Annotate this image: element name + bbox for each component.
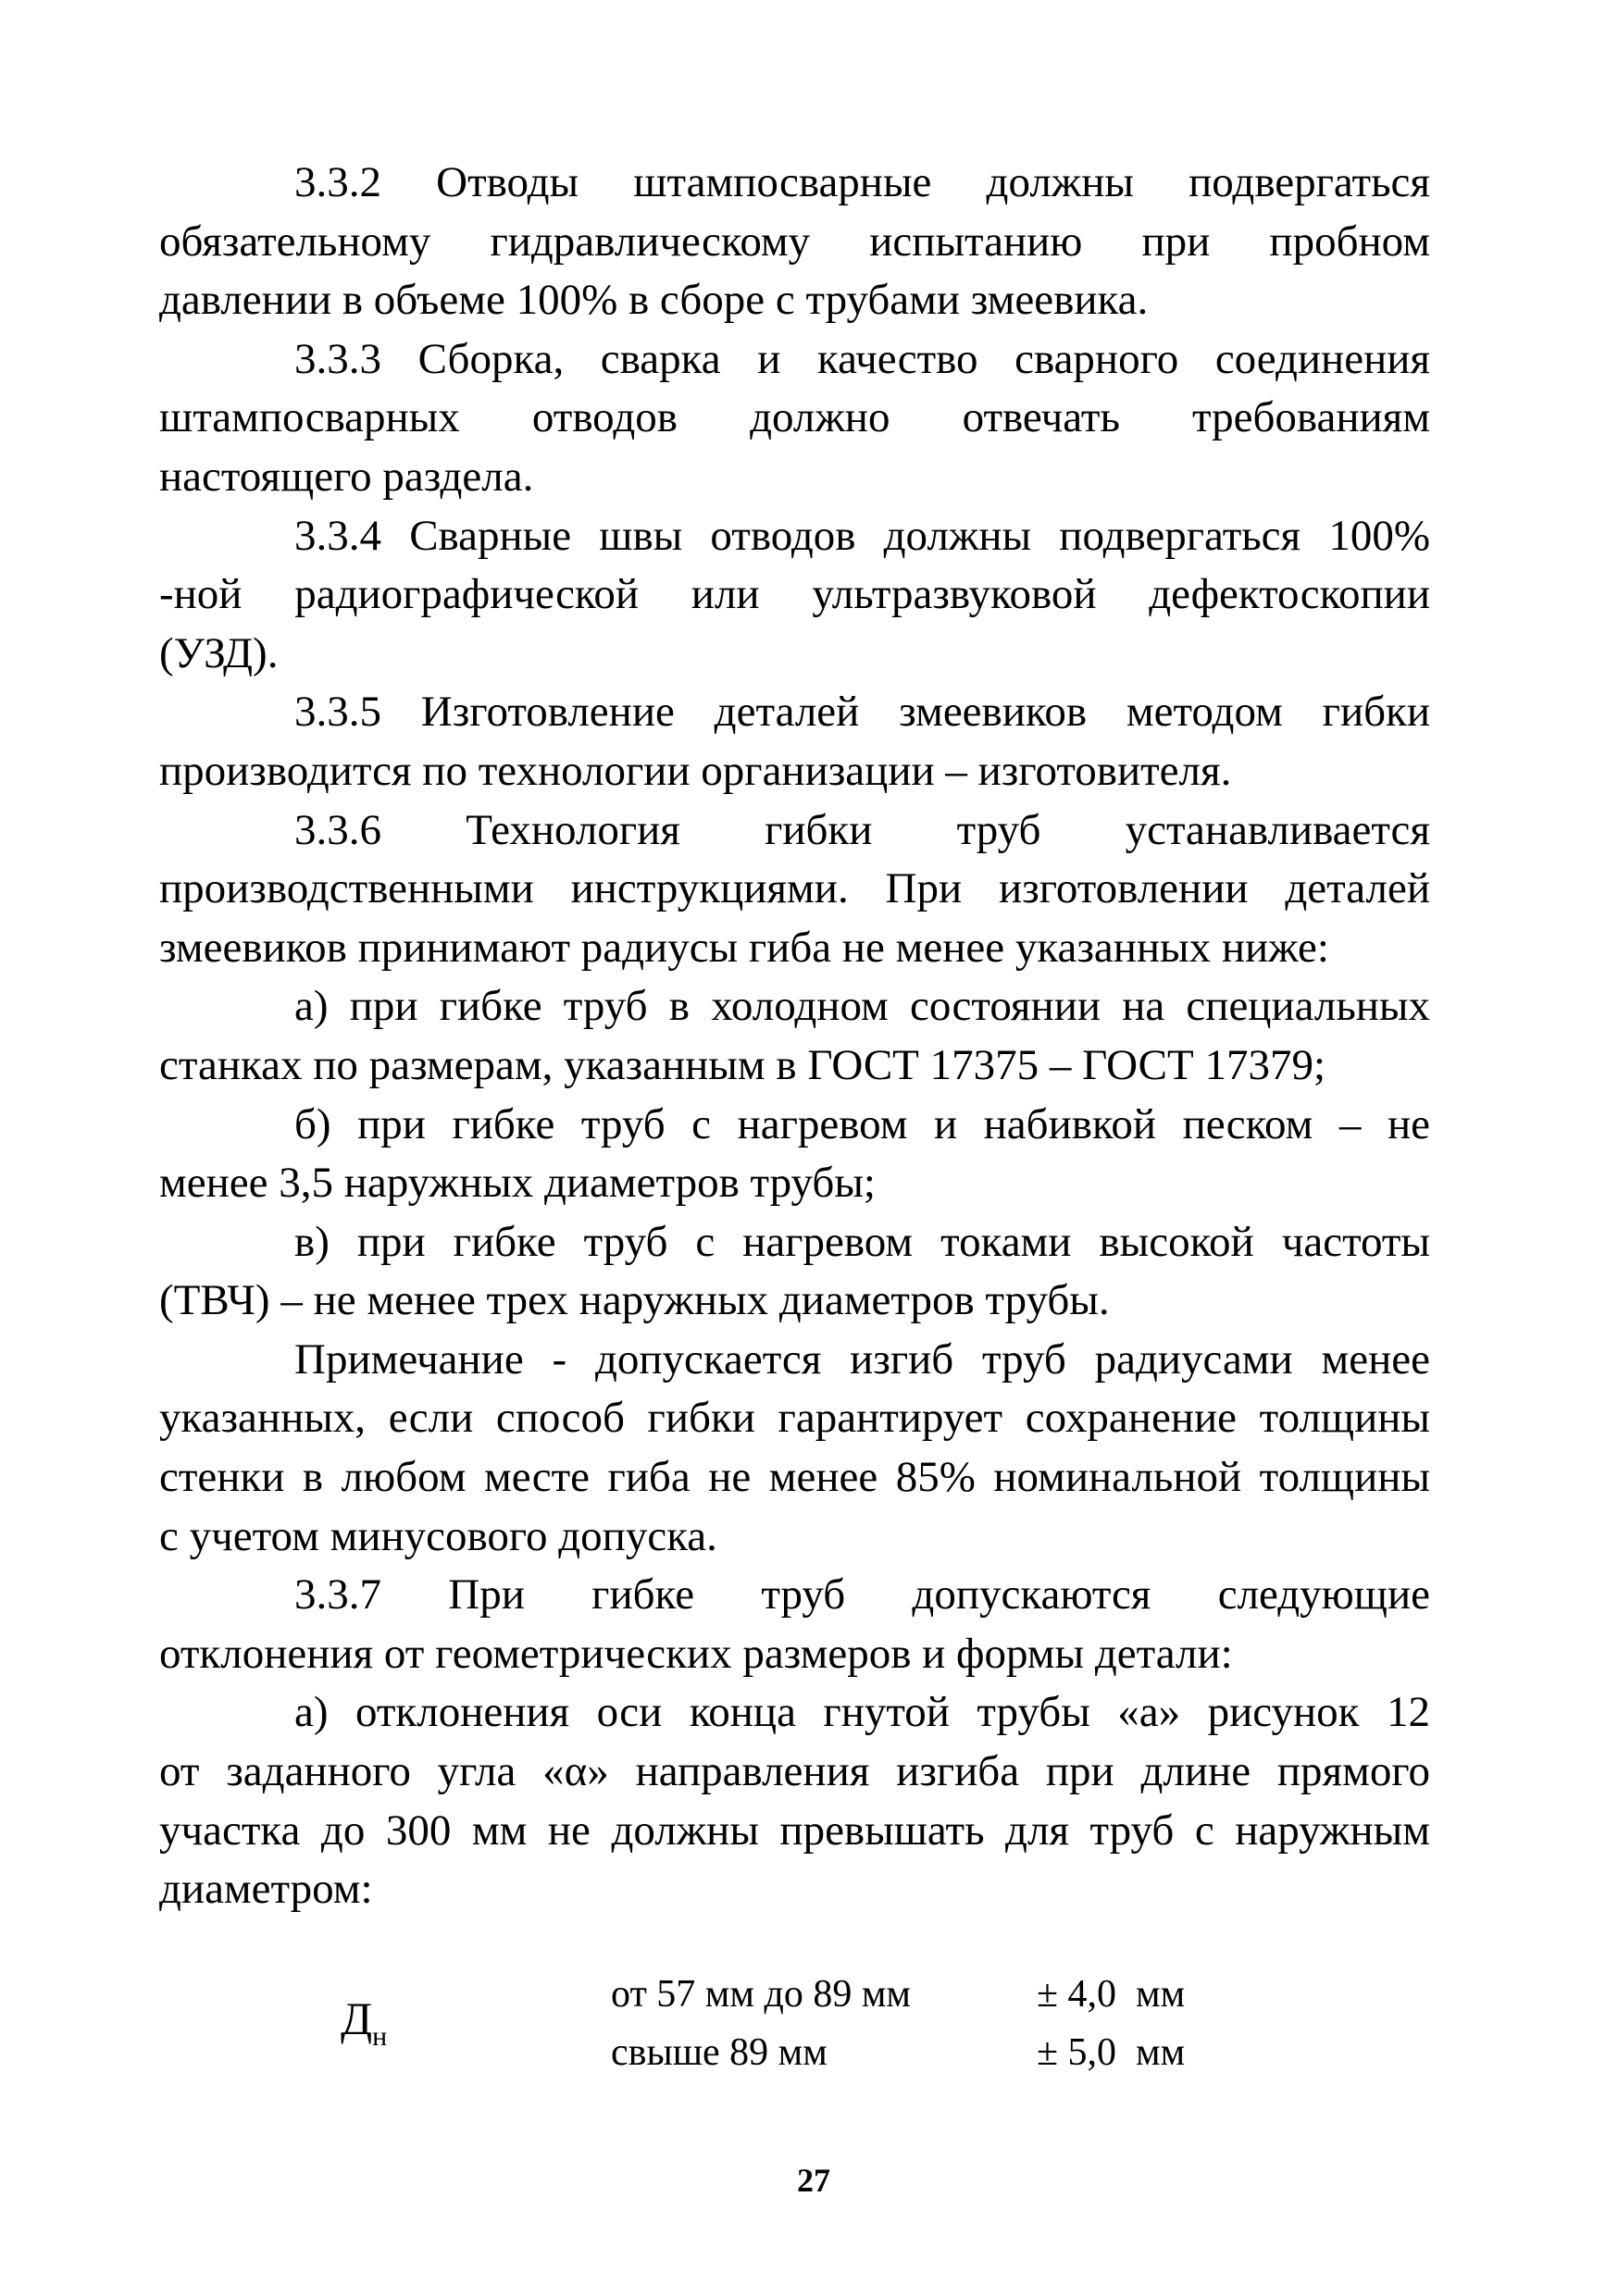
paragraph: [159, 801, 1430, 978]
text-line: а) при гибке труб в холодном состоянии на специальных: [294, 982, 1430, 1031]
text-line: обязательному гидравлическому испытанию при пробном: [159, 217, 1430, 266]
text-line: отклонения от геометрических размеров и формы детали:: [159, 1629, 1233, 1678]
text-line: указанных, если способ гибки гарантирует сохранение толщины: [159, 1394, 1430, 1443]
text-line: производится по технологии организации – изготовителя.: [159, 746, 1232, 795]
text-line: -ной радиографической или ультразвуковой дефектоскопии: [159, 570, 1430, 619]
paragraph: [159, 1566, 1430, 1683]
text-line: в) при гибке труб с нагревом токами высокой частоты: [294, 1217, 1430, 1266]
text-line: 3.3.3 Сборка, сварка и качество сварного соединения: [294, 334, 1430, 383]
table-row-1-tolerance: ± 4,0 мм: [1037, 1973, 1186, 2016]
symbol-subscript: н: [372, 2021, 388, 2052]
text-line: с учетом минусового допуска.: [159, 1511, 717, 1560]
paragraph: [159, 154, 1430, 330]
text-line: (ТВЧ) – не менее трех наружных диаметров трубы.: [159, 1276, 1110, 1325]
table-row-2-tolerance: ± 5,0 мм: [1037, 2031, 1186, 2074]
symbol: Д: [341, 1992, 373, 2044]
text-line: менее 3,5 наружных диаметров трубы;: [159, 1159, 876, 1208]
text-line: давлении в объеме 100% в сборе с трубами змеевика.: [159, 276, 1149, 325]
text-line: 3.3.7 При гибке труб допускаются следующие: [294, 1570, 1430, 1620]
document-body: [159, 154, 1430, 1919]
text-line: 3.3.4 Сварные швы отводов должны подвергаться 100%: [294, 511, 1430, 560]
paragraph: [159, 1096, 1430, 1213]
table-row-2-range: свыше 89 мм: [611, 2031, 828, 2074]
text-line: стенки в любом месте гиба не менее 85% номинальной толщины: [159, 1453, 1430, 1502]
text-line: змеевиков принимают радиусы гиба не менее указанных ниже:: [159, 923, 1329, 972]
paragraph: [159, 1213, 1430, 1331]
page-number: 27: [797, 2162, 830, 2199]
text-line: штампосварных отводов должно отвечать требованиям: [159, 393, 1430, 442]
paragraph: [159, 507, 1430, 684]
outer-diameter-symbol: [341, 1990, 387, 2066]
paragraph: [159, 1683, 1430, 1918]
text-line: Примечание - допускается изгиб труб радиусами менее: [294, 1334, 1430, 1384]
text-line: участка до 300 мм не должны превышать для труб с наружным: [159, 1806, 1430, 1855]
text-line: 3.3.2 Отводы штампосварные должны подвергаться: [294, 158, 1430, 206]
text-line: б) при гибке труб с нагревом и набивкой песком – не: [294, 1099, 1430, 1148]
paragraph: [159, 330, 1430, 507]
text-line: диаметром:: [159, 1865, 373, 1914]
text-line: 3.3.5 Изготовление деталей змеевиков методом гибки: [294, 688, 1430, 737]
text-line: (УЗД).: [159, 628, 279, 677]
paragraph: [159, 977, 1430, 1095]
text-line: производственными инструкциями. При изготовлении деталей: [159, 864, 1430, 913]
text-line: станках по размерам, указанным в ГОСТ 17375 – ГОСТ 17379;: [159, 1040, 1326, 1089]
text-line: 3.3.6 Технология гибки труб устанавливается: [294, 805, 1430, 854]
table-row-1-range: от 57 мм до 89 мм: [611, 1973, 911, 2016]
paragraph: [159, 1331, 1430, 1566]
text-line: настоящего раздела.: [159, 452, 534, 501]
paragraph: [159, 683, 1430, 800]
text-line: от заданного угла «α» направления изгиба при длине прямого: [159, 1747, 1430, 1796]
text-line: а) отклонения оси конца гнутой трубы «а» рисунок 12: [294, 1688, 1430, 1737]
